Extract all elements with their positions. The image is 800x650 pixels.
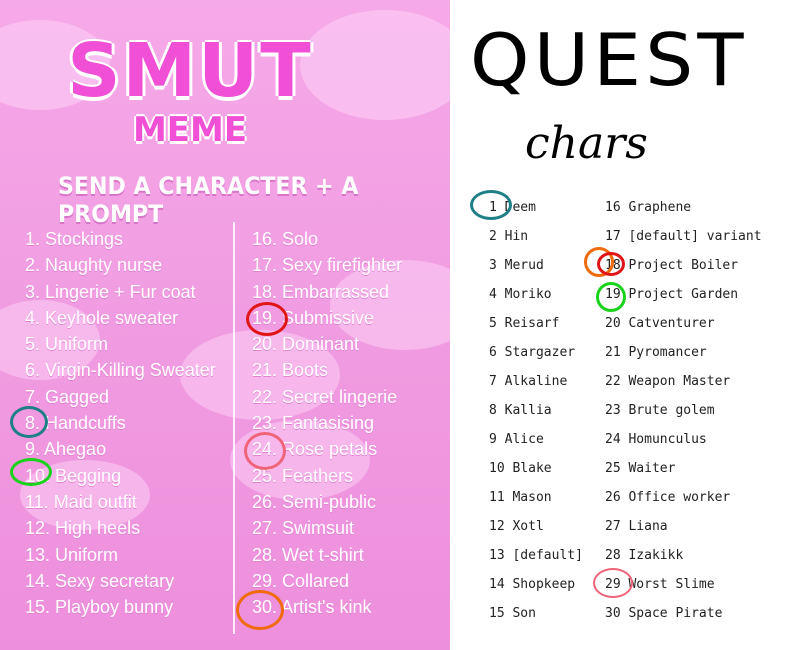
character-name: Blake [512, 461, 552, 476]
character-name: [default] [512, 548, 583, 563]
character-name: Hin [504, 229, 529, 244]
prompt-list-left [25, 226, 216, 620]
character-number: 28 [605, 548, 621, 563]
character-number: 7 [489, 374, 497, 389]
quest-title: QUEST [470, 18, 748, 102]
prompt-list-right [252, 226, 402, 620]
character-number: 3 [489, 258, 497, 273]
prompt-item: 24. Rose petals [252, 439, 378, 460]
character-name: Pyromancer [628, 345, 707, 360]
character-number: 20 [605, 316, 621, 331]
character-list-left [489, 199, 583, 634]
prompt-item: 6. Virgin-Killing Sweater [25, 360, 216, 381]
character-number: 8 [489, 403, 497, 418]
character-name: Project Garden [628, 287, 739, 302]
character-number: 10 [489, 461, 505, 476]
character-item [489, 547, 583, 576]
prompt-item: 21. Boots [252, 360, 329, 381]
prompt-item: 2. Naughty nurse [25, 255, 163, 276]
character-item [605, 547, 762, 576]
prompt-item: 20. Dominant [252, 334, 360, 355]
character-number: 12 [489, 519, 505, 534]
character-item [489, 576, 583, 605]
character-item [605, 373, 762, 402]
character-number: 11 [489, 490, 505, 505]
character-number: 14 [489, 577, 505, 592]
green-circle-project-garden [596, 282, 626, 312]
meme-title: SMUT [67, 28, 313, 114]
character-number: 27 [605, 519, 621, 534]
character-item [489, 402, 583, 431]
character-number: 30 [605, 606, 621, 621]
character-list-right [605, 199, 762, 634]
character-item [605, 257, 762, 286]
prompt-item: 7. Gagged [25, 386, 110, 407]
red-circle-submissive [246, 302, 288, 336]
character-name: Stargazer [504, 345, 576, 360]
prompt-item: 14. Sexy secretary [25, 570, 175, 591]
prompt-item: 25. Feathers [252, 465, 354, 486]
character-name: Son [512, 606, 536, 621]
red-circle-project-boiler [597, 252, 625, 276]
prompt-item: 1. Stockings [25, 229, 124, 249]
prompt-item: 5. Uniform [25, 334, 109, 355]
prompt-item: 13. Uniform [25, 544, 119, 565]
character-name: Moriko [504, 287, 552, 302]
character-number: 2 [489, 229, 497, 244]
pink-circle-worst-slime [593, 568, 633, 598]
character-item [489, 228, 583, 257]
meme-tagline: SEND A CHARACTER + A PROMPT [58, 172, 359, 228]
character-item [605, 344, 762, 373]
prompt-item: 16. Solo [252, 229, 319, 249]
character-item [605, 199, 762, 228]
character-name: Reisarf [504, 316, 560, 331]
character-number: 26 [605, 490, 621, 505]
prompt-item: 11. Maid outfit [25, 491, 137, 512]
character-name: Alice [504, 432, 544, 447]
character-item [489, 605, 583, 634]
character-item [605, 431, 762, 460]
character-item [489, 286, 583, 315]
character-name: Waiter [628, 461, 676, 476]
character-item [489, 431, 583, 460]
character-number: 5 [489, 316, 497, 331]
character-item [605, 315, 762, 344]
character-name: Homunculus [628, 432, 707, 447]
prompt-item: 17. Sexy firefighter [252, 255, 403, 276]
character-name: [default] variant [628, 229, 762, 244]
character-number: 19 [605, 287, 621, 302]
prompt-item: 23. Fantasising [252, 413, 375, 434]
character-name: Kallia [504, 403, 552, 418]
prompt-item: 19. Submissive [252, 307, 375, 328]
character-name: Weapon Master [628, 374, 731, 389]
character-number: 4 [489, 287, 497, 302]
character-number: 21 [605, 345, 621, 360]
prompt-item: 26. Semi-public [252, 491, 377, 512]
meme-subtitle: MEME [132, 110, 248, 150]
character-name: Brute golem [628, 403, 715, 418]
prompt-item: 15. Playboy bunny [25, 597, 174, 618]
prompt-item: 18. Embarrassed [252, 281, 390, 302]
character-name: Space Pirate [628, 606, 723, 621]
character-item [605, 489, 762, 518]
pink-circle-rose-petals [244, 432, 286, 470]
character-item [605, 286, 762, 315]
character-item [605, 460, 762, 489]
character-number: 23 [605, 403, 621, 418]
character-name: Izakikk [628, 548, 684, 563]
character-number: 17 [605, 229, 621, 244]
prompt-item: 30. Artist's kink [252, 597, 372, 618]
prompt-item: 4. Keyhole sweater [25, 307, 179, 328]
character-name: Merud [504, 258, 544, 273]
character-item [605, 605, 762, 634]
character-item [605, 518, 762, 547]
character-number: 1 [489, 200, 497, 215]
character-name: Mason [512, 490, 552, 505]
character-number: 16 [605, 200, 621, 215]
prompt-item: 9. Ahegao [25, 439, 107, 460]
character-name: Shopkeep [512, 577, 576, 592]
column-divider [233, 222, 235, 634]
character-number: 13 [489, 548, 505, 563]
orange-circle-artists-kink [236, 590, 284, 630]
character-item [605, 402, 762, 431]
prompt-item: 12. High heels [25, 518, 141, 539]
prompt-item: 3. Lingerie + Fur coat [25, 281, 196, 302]
teal-circle-deem [470, 190, 512, 220]
prompt-item: 8. Handcuffs [25, 413, 126, 434]
character-name: Worst Slime [628, 577, 715, 592]
character-number: 29 [605, 577, 621, 592]
character-item [489, 518, 583, 547]
character-name: Graphene [628, 200, 692, 215]
character-item [489, 344, 583, 373]
prompt-item: 28. Wet t-shirt [252, 544, 364, 565]
prompt-item: 27. Swimsuit [252, 518, 355, 539]
prompt-item: 22. Secret lingerie [252, 386, 398, 407]
character-number: 15 [489, 606, 505, 621]
character-name: Deem [504, 200, 536, 215]
character-name: Xotl [512, 519, 544, 534]
prompt-item: 29. Collared [252, 570, 350, 591]
green-circle-begging [10, 458, 52, 486]
prompt-item: 10. Begging [25, 465, 122, 486]
character-item [489, 460, 583, 489]
teal-circle-handcuffs [10, 406, 48, 438]
character-item [489, 489, 583, 518]
character-item [489, 257, 583, 286]
character-number: 9 [489, 432, 497, 447]
character-name: Liana [628, 519, 668, 534]
character-item [489, 373, 583, 402]
character-name: Alkaline [504, 374, 568, 389]
character-name: Catventurer [628, 316, 715, 331]
character-number: 6 [489, 345, 497, 360]
quest-subtitle: chars [525, 118, 648, 169]
character-number: 24 [605, 432, 621, 447]
character-item [605, 228, 762, 257]
character-name: Office worker [628, 490, 731, 505]
character-number: 18 [605, 258, 621, 273]
character-number: 25 [605, 461, 621, 476]
character-number: 22 [605, 374, 621, 389]
character-name: Project Boiler [628, 258, 739, 273]
character-item [489, 315, 583, 344]
